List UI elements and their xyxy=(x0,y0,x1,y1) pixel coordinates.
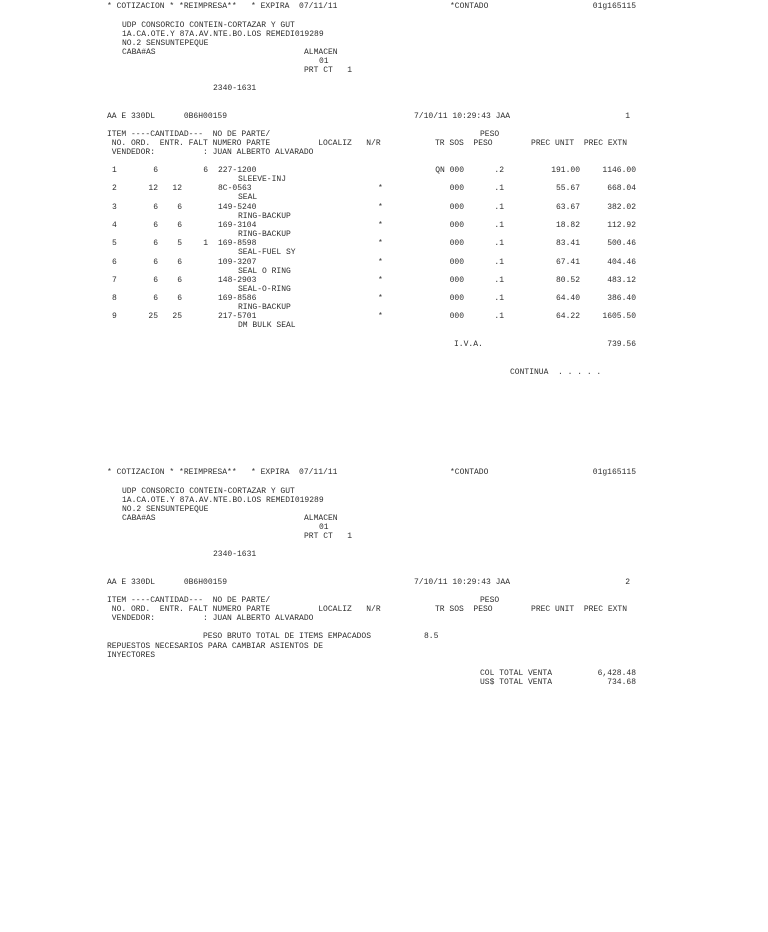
qty-delivered: 12 xyxy=(172,184,182,193)
peso-bruto-value: 8.5 xyxy=(424,632,439,641)
item-weight: .1 xyxy=(494,184,504,193)
unit-price: 64.40 xyxy=(555,294,580,303)
total-label-usd: US$ TOTAL VENTA xyxy=(480,678,553,687)
item-weight: .1 xyxy=(494,203,504,212)
extended-price: 500.46 xyxy=(607,239,636,248)
customer-address-2: NO.2 SENSUNTEPEQUE xyxy=(122,39,209,48)
nr-flag: * xyxy=(378,276,383,285)
nr-flag: * xyxy=(378,312,383,321)
qty-delivered: 6 xyxy=(177,221,182,230)
qty-ordered: 6 xyxy=(153,203,158,212)
tr-sos: QN 000 xyxy=(435,166,464,175)
item-number: 3 xyxy=(112,203,117,212)
item-number: 6 xyxy=(112,258,117,267)
part-number: 227-1200 xyxy=(218,166,257,175)
header-line: * COTIZACION * *REIMPRESA** * EXPIRA 07/11/11 xyxy=(107,2,338,11)
extended-price: 1605.50 xyxy=(602,312,636,321)
printer-code: PRT CT 1 xyxy=(304,532,353,541)
reference-line: AA E 330DL 0B6H00159 xyxy=(107,578,228,587)
item-number: 8 xyxy=(112,294,117,303)
qty-delivered: 6 xyxy=(177,294,182,303)
extended-price: 1146.00 xyxy=(602,166,636,175)
extended-price: 483.12 xyxy=(607,276,636,285)
tr-sos: 000 xyxy=(449,258,464,267)
qty-ordered: 25 xyxy=(148,312,158,321)
part-number: 169-8598 xyxy=(218,239,257,248)
item-number: 4 xyxy=(112,221,117,230)
continua-label: CONTINUA . . . . . xyxy=(510,368,602,377)
item-number: 1 xyxy=(112,166,117,175)
item-weight: .1 xyxy=(494,294,504,303)
contado-label: *CONTADO xyxy=(450,468,489,477)
tr-sos: 000 xyxy=(449,184,464,193)
extended-price: 382.02 xyxy=(607,203,636,212)
header-line: * COTIZACION * *REIMPRESA** * EXPIRA 07/11/11 xyxy=(107,468,338,477)
part-description: SLEEVE-INJ xyxy=(238,175,287,184)
item-number: 9 xyxy=(112,312,117,321)
unit-price: 18.82 xyxy=(555,221,580,230)
timestamp: 7/10/11 10:29:43 JAA xyxy=(414,112,511,121)
total-value-col: 6,428.48 xyxy=(597,669,636,678)
unit-price: 55.67 xyxy=(555,184,580,193)
customer-name: UDP CONSORCIO CONTEIN-CORTAZAR Y GUT xyxy=(122,21,295,30)
qty-ordered: 6 xyxy=(153,166,158,175)
nr-flag: * xyxy=(378,294,383,303)
part-description: RING-BACKUP xyxy=(238,230,291,239)
part-number: 217-5701 xyxy=(218,312,257,321)
total-label-col: COL TOTAL VENTA xyxy=(480,669,553,678)
unit-price: 67.41 xyxy=(555,258,580,267)
printer-code: PRT CT 1 xyxy=(304,66,353,75)
part-description: RING-BACKUP xyxy=(238,212,291,221)
item-weight: .1 xyxy=(494,312,504,321)
unit-price: 64.22 xyxy=(555,312,580,321)
part-number: 169-3104 xyxy=(218,221,257,230)
tr-sos: 000 xyxy=(449,276,464,285)
tr-sos: 000 xyxy=(449,312,464,321)
unit-price: 80.52 xyxy=(555,276,580,285)
phone-number: 2340-1631 xyxy=(213,84,257,93)
qty-ordered: 12 xyxy=(148,184,158,193)
unit-price: 83.41 xyxy=(555,239,580,248)
customer-address-2: NO.2 SENSUNTEPEQUE xyxy=(122,505,209,514)
part-description: RING-BACKUP xyxy=(238,303,291,312)
tr-sos: 000 xyxy=(449,203,464,212)
item-number: 5 xyxy=(112,239,117,248)
page-number: 2 xyxy=(625,578,630,587)
customer-city: CABA#AS xyxy=(122,514,156,523)
qty-delivered: 25 xyxy=(172,312,182,321)
part-description: SEAL O RING xyxy=(238,267,291,276)
almacen-number: 01 xyxy=(319,57,329,66)
almacen-number: 01 xyxy=(319,523,329,532)
unit-price: 191.00 xyxy=(551,166,580,175)
phone-number: 2340-1631 xyxy=(213,550,257,559)
qty-ordered: 6 xyxy=(153,294,158,303)
nr-flag: * xyxy=(378,221,383,230)
qty-ordered: 6 xyxy=(153,276,158,285)
almacen-label: ALMACEN xyxy=(304,48,338,57)
item-weight: .1 xyxy=(494,276,504,285)
column-header-2: NO. ORD. ENTR. FALT NUMERO PARTE LOCALIZ N/R xyxy=(107,139,381,148)
part-number: 8C-0563 xyxy=(218,184,252,193)
page-number: 1 xyxy=(625,112,630,121)
nr-flag: * xyxy=(378,239,383,248)
qty-ordered: 6 xyxy=(153,258,158,267)
nr-flag: * xyxy=(378,184,383,193)
extended-price: 386.40 xyxy=(607,294,636,303)
item-weight: .2 xyxy=(494,166,504,175)
qty-delivered: 5 xyxy=(177,239,182,248)
column-header-peso: PESO xyxy=(480,596,500,605)
column-header-2: NO. ORD. ENTR. FALT NUMERO PARTE LOCALIZ N/R xyxy=(107,605,381,614)
note-line: REPUESTOS NECESARIOS PARA CAMBIAR ASIENTOS DE xyxy=(107,642,324,651)
almacen-label: ALMACEN xyxy=(304,514,338,523)
qty-ordered: 6 xyxy=(153,221,158,230)
tr-sos: 000 xyxy=(449,221,464,230)
tr-sos: 000 xyxy=(449,294,464,303)
item-number: 2 xyxy=(112,184,117,193)
item-weight: .1 xyxy=(494,239,504,248)
item-number: 7 xyxy=(112,276,117,285)
timestamp: 7/10/11 10:29:43 JAA xyxy=(414,578,511,587)
column-header-prices: TR SOS PESO PREC UNIT PREC EXTN xyxy=(435,605,628,614)
item-weight: .1 xyxy=(494,221,504,230)
nr-flag: * xyxy=(378,203,383,212)
column-header-1: ITEM ----CANTIDAD--- NO DE PARTE/ xyxy=(107,596,271,605)
qty-delivered: 6 xyxy=(177,203,182,212)
part-description: SEAL xyxy=(238,193,258,202)
customer-name: UDP CONSORCIO CONTEIN-CORTAZAR Y GUT xyxy=(122,487,295,496)
part-number: 149-5240 xyxy=(218,203,257,212)
vendor-line: VENDEDOR: : JUAN ALBERTO ALVARADO xyxy=(107,148,314,157)
customer-address: 1A.CA.OTE.Y 87A.AV.NTE.BO.LOS REMEDI019289 xyxy=(122,30,324,39)
column-header-prices: TR SOS PESO PREC UNIT PREC EXTN xyxy=(435,139,628,148)
extended-price: 404.46 xyxy=(607,258,636,267)
reference-line: AA E 330DL 0B6H00159 xyxy=(107,112,228,121)
column-header-1: ITEM ----CANTIDAD--- NO DE PARTE/ xyxy=(107,130,271,139)
peso-bruto-label: PESO BRUTO TOTAL DE ITEMS EMPACADOS xyxy=(203,632,372,641)
part-description: SEAL-FUEL SY xyxy=(238,248,296,257)
vendor-line: VENDEDOR: : JUAN ALBERTO ALVARADO xyxy=(107,614,314,623)
note-line: INYECTORES xyxy=(107,651,156,660)
part-number: 148-2903 xyxy=(218,276,257,285)
document-code: 01g165115 xyxy=(592,2,636,11)
iva-value: 739.56 xyxy=(607,340,636,349)
customer-city: CABA#AS xyxy=(122,48,156,57)
part-number: 169-8586 xyxy=(218,294,257,303)
qty-missing: 1 xyxy=(203,239,208,248)
unit-price: 63.67 xyxy=(555,203,580,212)
qty-ordered: 6 xyxy=(153,239,158,248)
qty-missing: 6 xyxy=(203,166,208,175)
iva-label: I.V.A. xyxy=(454,340,483,349)
part-description: SEAL-O-RING xyxy=(238,285,291,294)
extended-price: 112.92 xyxy=(607,221,636,230)
item-weight: .1 xyxy=(494,258,504,267)
qty-delivered: 6 xyxy=(177,258,182,267)
column-header-peso: PESO xyxy=(480,130,500,139)
total-value-usd: 734.68 xyxy=(607,678,636,687)
document-code: 01g165115 xyxy=(592,468,636,477)
part-description: DM BULK SEAL xyxy=(238,321,296,330)
extended-price: 668.04 xyxy=(607,184,636,193)
contado-label: *CONTADO xyxy=(450,2,489,11)
qty-delivered: 6 xyxy=(177,276,182,285)
nr-flag: * xyxy=(378,258,383,267)
customer-address: 1A.CA.OTE.Y 87A.AV.NTE.BO.LOS REMEDI019289 xyxy=(122,496,324,505)
tr-sos: 000 xyxy=(449,239,464,248)
part-number: 109-3207 xyxy=(218,258,257,267)
